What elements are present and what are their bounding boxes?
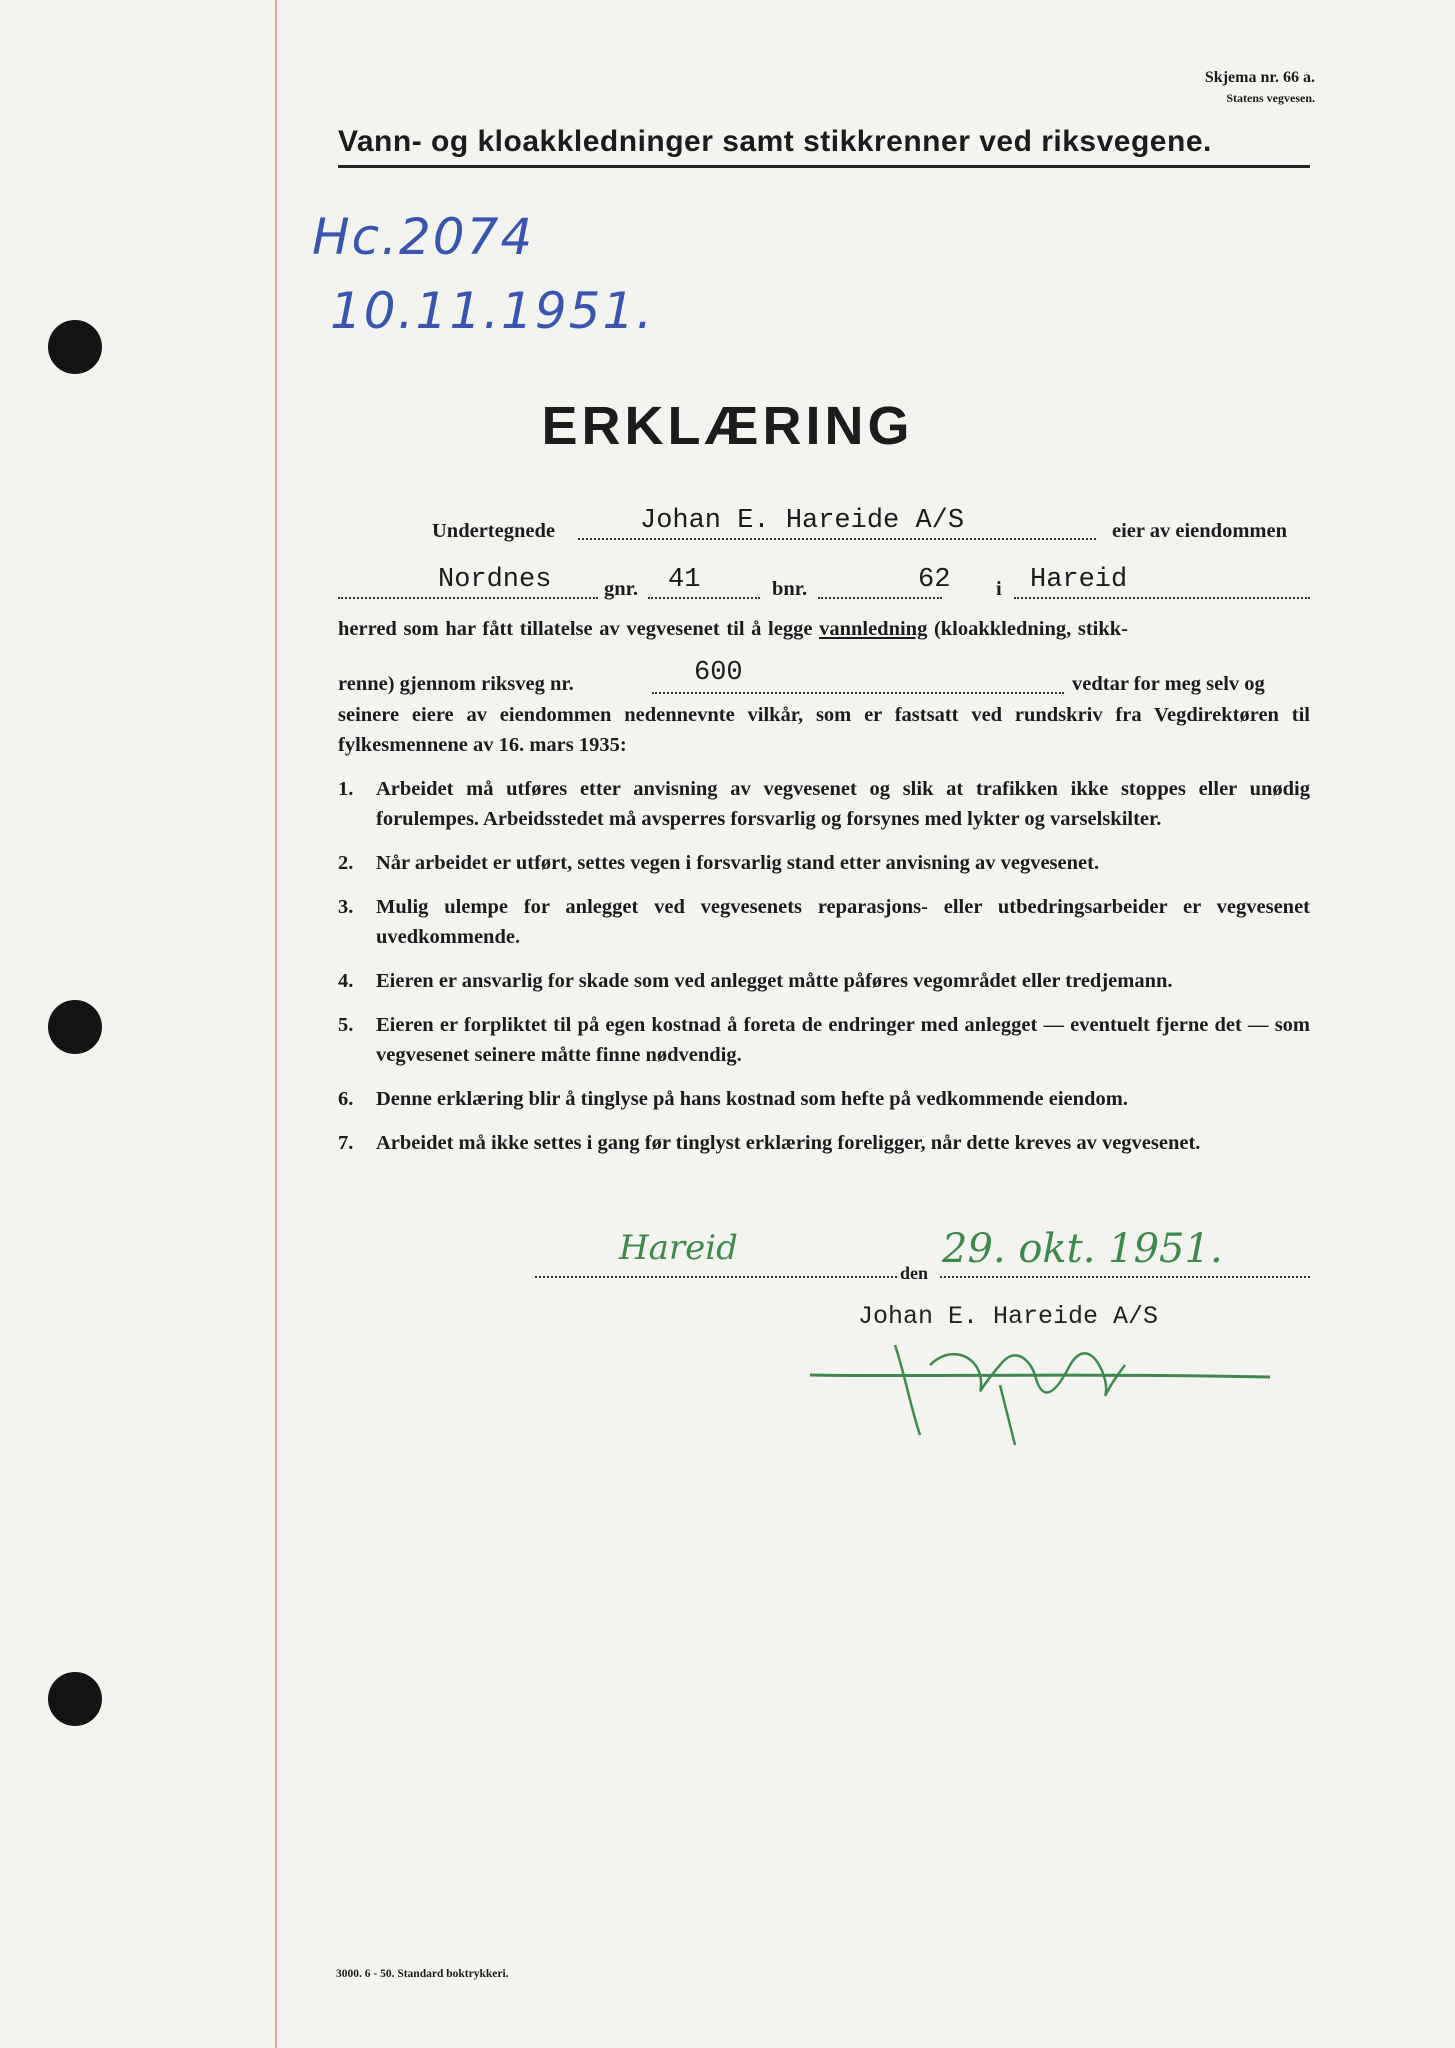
farm-name: Nordnes [438, 565, 552, 595]
place-field [535, 1228, 897, 1278]
list-item: 3. Mulig ulempe for anlegget ved vegvesenets reparasjons- eller utbedringsarbeider er vegvesenet uvedkommende. [338, 896, 1310, 948]
road-number: 600 [694, 658, 743, 688]
permission-post: (kloakkledning, stikk- [933, 618, 1129, 640]
printer-imprint: 3000. 6 - 50. Standard boktrykkeri. [336, 1968, 509, 1980]
gnr-value: 41 [668, 565, 701, 595]
punch-hole [48, 1672, 102, 1726]
signature-date: 29. okt. 1951. [942, 1226, 1223, 1272]
permission-pre: herred som har fått tillatelse av vegvesenet til å legge [338, 618, 813, 640]
conditions-intro: seinere eiere av eiendommen nedennevnte vilkår, som er fastsatt ved rundskriv fra Vegdirektøren til fylkesmennene av 16. mars 1935: [338, 704, 1310, 756]
list-item: 5. Eieren er forpliktet til på egen kostnad å foreta de endringer med anlegget — eventuelt fjerne det — som vegvesenet seinere måtte finne nødvendig. [338, 1014, 1310, 1066]
schema-number: Skjema nr. 66 a. [1204, 69, 1315, 86]
list-item: 7. Arbeidet må ikke settes i gang før tinglyst erklæring foreligger, når dette kreves av vegvesenet. [338, 1132, 1201, 1154]
list-item: 1. Arbeidet må utføres etter anvisning av vegvesenet og slik at trafikken ikke stoppes eller unødig forulempes. Arbeidsstedet må avsperres forsvarlig og forsynes med lykter og varselskilter. [338, 778, 1310, 830]
form-id [1205, 68, 1315, 108]
form-header: Vann- og kloakkledninger samt stikkrenner ved riksvegene. [338, 125, 1212, 158]
gnr-label: gnr. [604, 578, 638, 600]
road-label: renne) gjennom riksveg nr. [338, 673, 574, 695]
page-title: ERKLÆRING [541, 396, 914, 456]
owner-label: eier av eiendommen [1112, 520, 1287, 542]
undersigned-label: Undertegnede [432, 520, 555, 542]
signature-scribble [800, 1305, 1290, 1455]
undersigned-field [578, 508, 1096, 540]
date-field [940, 1226, 1310, 1278]
registration-date: 10.11.1951. [330, 282, 655, 340]
header-rule [338, 165, 1310, 168]
bnr-label: bnr. [772, 578, 808, 600]
signature-place: Hareid [619, 1228, 738, 1268]
agency-name: Statens vegvesen. [1226, 91, 1315, 105]
bnr-field [818, 565, 951, 599]
conditions-list [338, 774, 1310, 1172]
road-label-post: vedtar for meg selv og [1072, 673, 1265, 695]
i-label: i [996, 578, 1002, 600]
company-stamp: Johan E. Hareide A/S [858, 1302, 1159, 1331]
undersigned-value: Johan E. Hareide A/S [640, 506, 965, 536]
den-label: den [900, 1263, 929, 1283]
farm-field [338, 565, 598, 599]
list-item: 4. Eieren er ansvarlig for skade som ved anlegget måtte påføres vegområdet eller tredjemann. [338, 970, 1173, 992]
list-item: 6. Denne erklæring blir å tinglyse på hans kostnad som hefte på vedkommende eiendom. [338, 1088, 1128, 1110]
permission-line [338, 614, 1318, 644]
bnr-value: 62 [918, 565, 951, 595]
road-field [652, 660, 1064, 694]
margin-line [275, 0, 277, 2048]
registration-number: Hc.2074 [312, 208, 535, 266]
municipality-field [1014, 565, 1310, 599]
municipality: Hareid [1030, 565, 1128, 595]
punch-hole [48, 320, 102, 374]
permission-choice: vannledning [819, 618, 928, 640]
gnr-field [648, 565, 760, 599]
list-item: 2. Når arbeidet er utført, settes vegen i forsvarlig stand etter anvisning av vegvesenet. [338, 852, 1100, 874]
punch-hole [48, 1000, 102, 1054]
